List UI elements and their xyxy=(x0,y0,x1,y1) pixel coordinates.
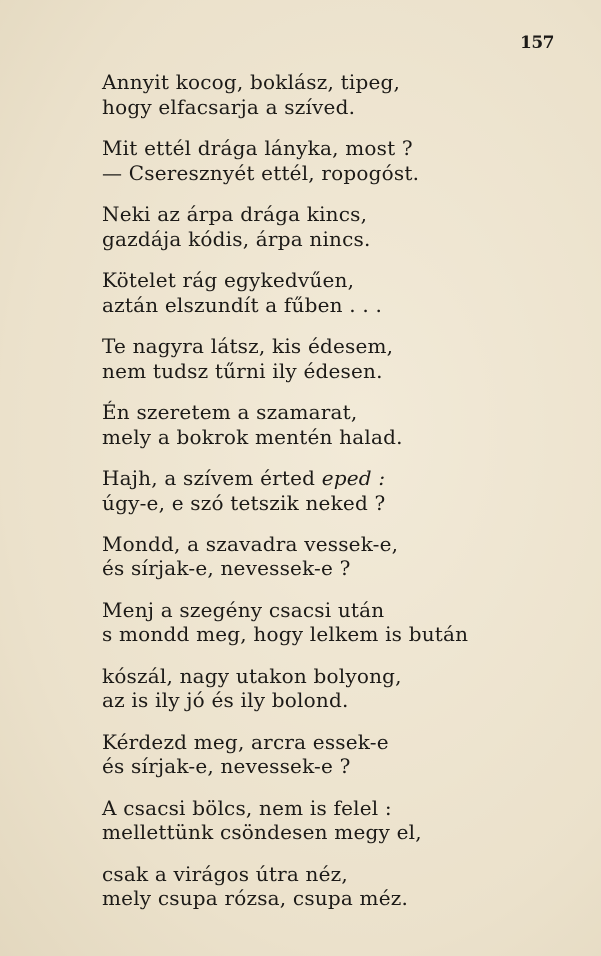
poem xyxy=(102,70,582,928)
poem-line: Annyit kocog, boklász, tipeg, xyxy=(102,70,401,94)
poem-line: gazdája kódis, árpa nincs. xyxy=(102,226,371,251)
stanza xyxy=(102,664,582,713)
stanza xyxy=(102,268,582,317)
italic-word: eped : xyxy=(321,465,386,490)
poem-line: hogy elfacsarja a szíved. xyxy=(102,94,356,119)
poem-line: és sírjak-e, nevessek-e ? xyxy=(102,556,351,581)
poem-line: csak a virágos útra néz, xyxy=(102,861,348,886)
stanza xyxy=(102,598,582,647)
stanza xyxy=(102,466,582,515)
poem-line: nem tudsz tűrni ily édesen. xyxy=(102,358,383,383)
stanza xyxy=(102,862,582,911)
poem-line: Te nagyra látsz, kis édesem, xyxy=(102,333,394,358)
poem-line: mely csupa rózsa, csupa méz. xyxy=(102,886,409,911)
poem-line: A csacsi bölcs, nem is felel : xyxy=(102,795,392,820)
stanza xyxy=(102,796,582,845)
stanza xyxy=(102,70,582,119)
poem-line: kószál, nagy utakon bolyong, xyxy=(102,663,402,688)
poem-line: Kérdezd meg, arcra essek-e xyxy=(102,729,389,754)
poem-line: — Cseresznyét ettél, ropogóst. xyxy=(102,160,420,185)
poem-line-with-italic xyxy=(102,466,582,491)
poem-line: Menj a szegény csacsi után xyxy=(102,597,385,622)
poem-line: aztán elszundít a fűben . . . xyxy=(102,292,383,317)
page-number: 157 xyxy=(520,33,554,53)
stanza xyxy=(102,400,582,449)
poem-line: Mondd, a szavadra vessek-e, xyxy=(102,531,399,556)
poem-line: az is ily jó és ily bolond. xyxy=(102,688,349,713)
poem-line: s mondd meg, hogy lelkem is bután xyxy=(102,622,469,647)
poem-line: úgy-e, e szó tetszik neked ? xyxy=(102,490,386,515)
poem-line: Kötelet rág egykedvűen, xyxy=(102,267,355,292)
stanza xyxy=(102,136,582,185)
poem-line: mely a bokrok mentén halad. xyxy=(102,424,403,449)
poem-line-text: Hajh, a szívem érted xyxy=(102,465,322,490)
stanza xyxy=(102,532,582,581)
stanza xyxy=(102,730,582,779)
stanza xyxy=(102,202,582,251)
poem-line: Mit ettél drága lányka, most ? xyxy=(102,135,413,160)
stanza xyxy=(102,334,582,383)
poem-line: és sírjak-e, nevessek-e ? xyxy=(102,754,351,779)
poem-line: Én szeretem a szamarat, xyxy=(102,399,358,424)
poem-line: mellettünk csöndesen megy el, xyxy=(102,820,422,845)
poem-line: Neki az árpa drága kincs, xyxy=(102,201,368,226)
